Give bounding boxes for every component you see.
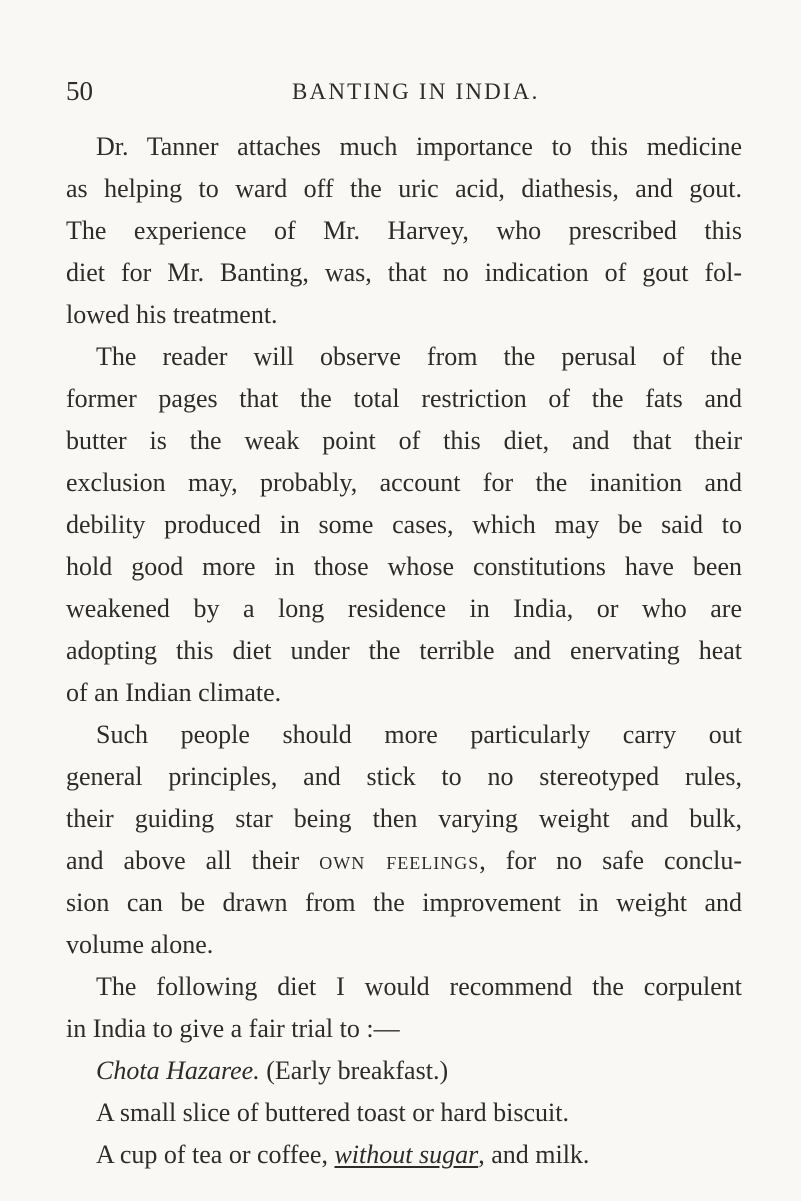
text-line: general principles, and stick to no stereotyped rules, [66,762,742,791]
meal-title: Chota Hazaree. [96,1056,260,1085]
text-run: , for no safe conclu- [479,846,742,875]
body-text [66,126,742,1176]
text-line: their guiding star being then varying weight and bulk, [66,804,742,833]
text-line: of an Indian climate. [66,678,282,707]
paragraph-block [66,126,742,840]
meal-item [66,1134,742,1176]
text-line: weakened by a long residence in India, or who are [66,594,742,623]
emphasis-italic: without sugar [334,1140,479,1169]
text-line: Dr. Tanner attaches much importance to this medicine [96,132,742,161]
meal-items [66,1092,742,1134]
running-title: BANTING IN INDIA. [292,79,540,104]
text-line: adopting this diet under the terrible and enervating heat [66,636,742,665]
page-number: 50 [66,76,93,106]
text-line: as helping to ward off the uric acid, diathesis, and gout. [66,174,742,203]
text-run: , and milk. [478,1140,590,1169]
text-run: and above all their [66,846,320,875]
text-line: hold good more in those whose constitutions have been [66,552,742,581]
text-line [66,840,742,882]
text-line: butter is the weak point of this diet, and that their [66,426,742,455]
text-line: volume alone. [66,930,214,959]
text-line: sion can be drawn from the improvement in weight and [66,888,742,917]
text-line: exclusion may, probably, account for the inanition and [66,468,742,497]
text-line: lowed his treatment. [66,300,278,329]
text-line: debility produced in some cases, which may be said to [66,510,742,539]
text-line: The experience of Mr. Harvey, who prescribed this [66,216,742,245]
text-run: A cup of tea or coffee, [96,1140,335,1169]
text-line: former pages that the total restriction of the fats and [66,384,742,413]
text-line: in India to give a fair trial to :— [66,1014,400,1043]
text-line: The following diet I would recommend the corpulent [96,972,742,1001]
text-line: diet for Mr. Banting, was, that no indication of gout fol- [66,258,742,287]
meal-heading [66,1050,742,1092]
text-line: The reader will observe from the perusal of the [96,342,742,371]
meal-subtitle: (Early breakfast.) [266,1056,449,1085]
running-head [66,76,746,106]
emphasis-smallcaps: own feelings [319,846,480,875]
meal-item: A small slice of buttered toast or hard biscuit. [96,1098,569,1127]
paragraph-block [66,882,742,1050]
text-line: Such people should more particularly carry out [96,720,742,749]
